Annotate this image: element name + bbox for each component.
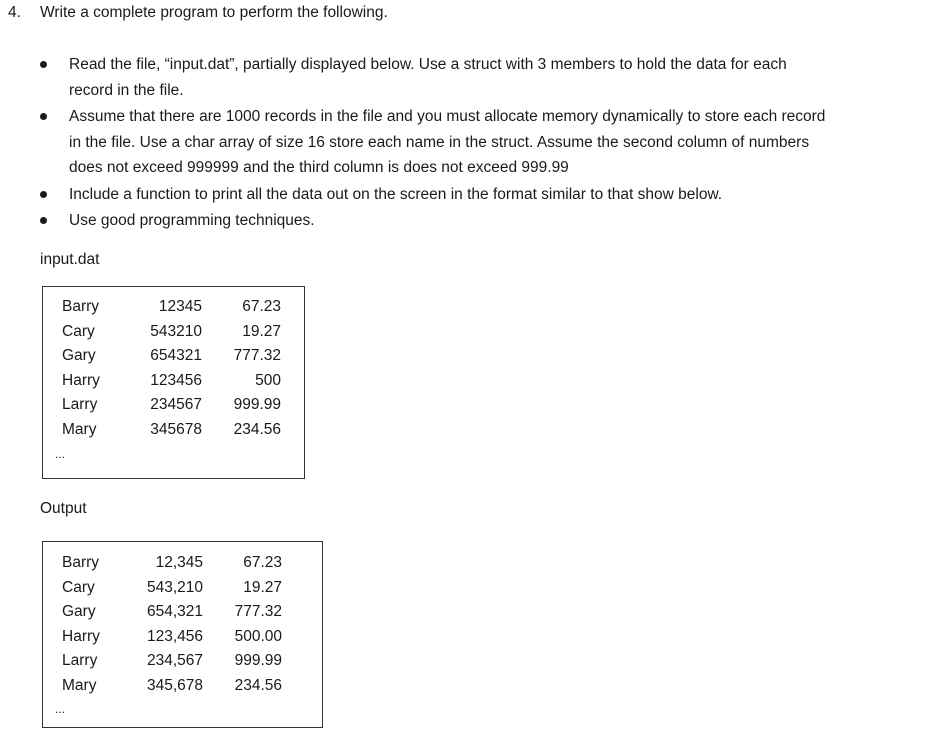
record-name: Gary [62, 347, 96, 364]
record-number: 654,321 [146, 603, 203, 620]
requirement-item [0, 52, 869, 103]
record-name: Mary [62, 676, 97, 694]
record-value: 777.32 [233, 347, 281, 364]
input-file-label: input.dat [40, 251, 100, 268]
requirement-line: record in the file. [69, 81, 184, 99]
record-value: 234.56 [234, 676, 282, 694]
record-name: Barry [62, 554, 100, 571]
table-row [43, 393, 304, 417]
question-prompt: Write a complete program to perform the following. [40, 4, 388, 21]
continuation-ellipsis: ... [55, 702, 66, 716]
record-number: 543,210 [146, 578, 203, 596]
table-row [43, 576, 322, 600]
requirement-line: does not exceed 999999 and the third column is does not exceed 999.99 [69, 159, 569, 176]
record-name: Harry [62, 627, 100, 645]
bullet-icon [40, 61, 47, 68]
requirement-item [0, 208, 869, 234]
record-number: 234567 [150, 396, 202, 413]
requirements-list [0, 52, 926, 235]
requirement-item [0, 182, 869, 208]
record-number: 654321 [150, 347, 202, 364]
requirement-line: Read the file, “input.dat”, partially displayed below. Use a struct with 3 members to hold the data for each [69, 56, 787, 73]
record-value: 19.27 [242, 322, 281, 340]
table-row [43, 418, 304, 442]
record-name: Cary [62, 322, 95, 340]
requirement-line: Assume that there are 1000 records in the file and you must allocate memory dynamically to store each record [69, 108, 826, 125]
record-name: Cary [62, 578, 95, 596]
record-name: Larry [62, 652, 98, 669]
table-row [43, 600, 322, 624]
record-name: Barry [62, 298, 100, 315]
record-number: 345678 [150, 420, 202, 438]
record-number: 543210 [150, 322, 202, 340]
table-row [43, 320, 304, 344]
record-number: 12345 [158, 298, 202, 315]
record-value: 234.56 [233, 420, 281, 438]
record-name: Harry [62, 371, 100, 389]
record-number: 123,456 [146, 627, 203, 645]
record-number: 123456 [150, 371, 202, 389]
continuation-ellipsis: ... [55, 447, 66, 461]
table-row [43, 369, 304, 393]
record-name: Mary [62, 420, 97, 438]
table-row [43, 625, 322, 649]
record-number: 12,345 [155, 554, 203, 571]
input-data-box [42, 286, 305, 479]
table-row [43, 295, 304, 319]
record-name: Larry [62, 396, 98, 413]
bullet-icon [40, 217, 47, 224]
record-value: 500.00 [234, 627, 282, 645]
record-value: 19.27 [243, 578, 282, 596]
question-number: 4. [8, 4, 21, 21]
record-value: 999.99 [234, 652, 282, 669]
bullet-icon [40, 113, 47, 120]
requirement-item [0, 104, 869, 181]
bullet-icon [40, 191, 47, 198]
table-row [43, 649, 322, 673]
record-value: 999.99 [233, 396, 281, 413]
requirement-line: Include a function to print all the data out on the screen in the format similar to that show below. [69, 185, 723, 203]
requirement-line: Use good programming techniques. [69, 212, 315, 229]
output-label: Output [40, 500, 87, 517]
output-data-box [42, 541, 323, 728]
table-row [43, 551, 322, 575]
record-value: 67.23 [242, 298, 281, 315]
record-value: 67.23 [243, 554, 282, 571]
record-value: 500 [255, 371, 281, 389]
record-number: 234,567 [146, 652, 203, 669]
table-row [43, 674, 322, 698]
requirement-line: in the file. Use a char array of size 16 store each name in the struct. Assume the second column of numbers [69, 133, 810, 151]
record-number: 345,678 [146, 676, 203, 694]
record-value: 777.32 [234, 603, 282, 620]
record-name: Gary [62, 603, 96, 620]
table-row [43, 344, 304, 368]
